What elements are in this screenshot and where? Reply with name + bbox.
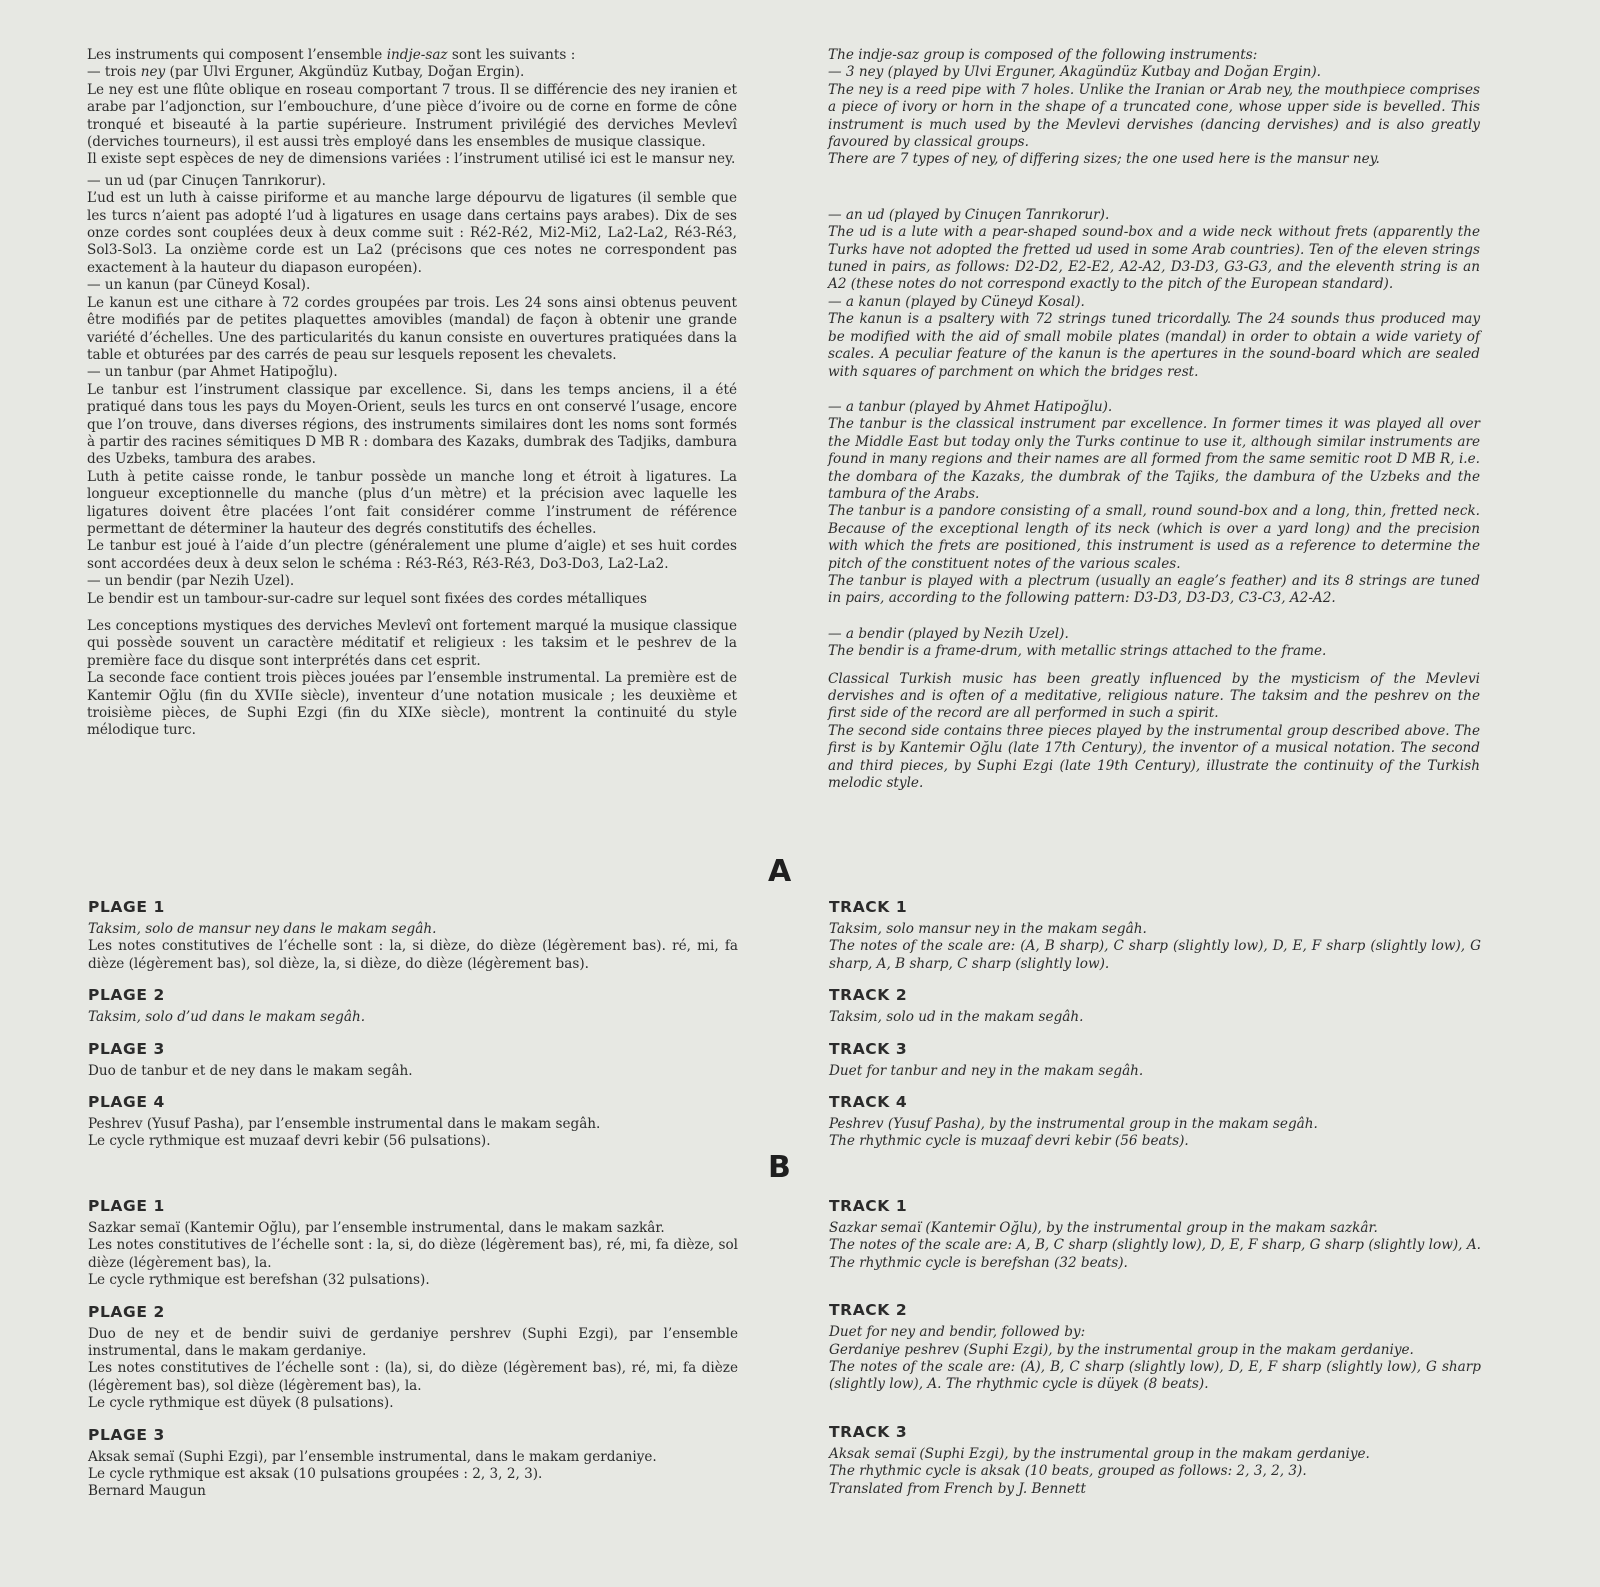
track-line: Duo de ney et de bendir suivi de gerdaniye pershrev (Suphi Ezgi), par l’ensemble instrumental, dans le makam gerdaniye. xyxy=(88,1325,738,1360)
track-line: Taksim, solo de mansur ney dans le makam segâh. xyxy=(88,921,437,937)
side-a-english-tracks xyxy=(829,897,1481,1151)
track-title: TRACK 3 xyxy=(829,1422,908,1441)
side-a-fr-track-1 xyxy=(88,897,738,973)
track-line: Taksim, solo ud in the makam segâh. xyxy=(829,1009,1084,1026)
track-line: Les notes constitutives de l’échelle sont : la, si, do dièze (légèrement bas), ré, mi, fa dièze, sol dièze (légèrement bas), la. xyxy=(88,1237,738,1271)
en-bendir-line: — a bendir (played by Nezih Uzel). xyxy=(828,625,1069,642)
side-a-french-tracks xyxy=(88,897,738,1151)
track-title: PLAGE 1 xyxy=(88,898,165,916)
fr-intro: Les instruments qui composent l’ensemble indje-saz sont les suivants : xyxy=(87,47,576,63)
side-a-en-track-3 xyxy=(829,1039,1481,1080)
track-line: Sazkar semaï (Kantemir Oğlu), by the instrumental group in the makam sazkâr. xyxy=(829,1220,1378,1236)
track-title: PLAGE 2 xyxy=(88,986,165,1005)
fr-mystic-2: La seconde face contient trois pièces jouées par l’ensemble instrumental. La première est de Kantemir Oğlu (fin du XVIIe siècle), inventeur d’une notation musicale ; les deuxième et troisième pièces, de Suphi Ezgi (fin du XIXe siècle), montrent la continuité du style mélodique turc. xyxy=(87,670,737,739)
en-tanbur-desc-3: The tanbur is played with a plectrum (usually an eagle’s feather) and its 8 strings are tuned in pairs, according to the following pattern: D3-D3, D3-D3, C3-C3, A2-A2. xyxy=(828,572,1480,607)
fr-ney-line: — trois ney (par Ulvi Erguner, Akgündüz Kutbay, Doğan Ergin). xyxy=(87,64,525,81)
track-line: Le cycle rythmique est berefshan (32 pulsations). xyxy=(88,1272,430,1289)
side-b-label: B xyxy=(768,1150,791,1185)
track-title: TRACK 1 xyxy=(829,1197,908,1215)
track-line: The rhythmic cycle is aksak (10 beats, grouped as follows: 2, 3, 2, 3). xyxy=(829,1463,1307,1480)
side-a-fr-track-4 xyxy=(88,1092,738,1151)
signature-fr: Bernard Maugun xyxy=(88,1483,206,1500)
track-line: The rhythmic cycle is muzaaf devri kebir (56 beats). xyxy=(829,1133,1189,1150)
track-title: TRACK 4 xyxy=(829,1093,908,1112)
side-a-en-track-2 xyxy=(829,985,1481,1026)
side-a-en-track-1 xyxy=(829,897,1481,973)
side-a-label: A xyxy=(768,854,792,889)
en-ud-desc: The ud is a lute with a pear-shaped sound-box and a wide neck without frets (apparently the Turks have not adopted the fretted ud used in some Arab countries). Ten of the eleven strings tuned in pairs, as follows: D2-D2, E2-E2, A2-A2, D3-D3, G3-G3, and the eleventh string is an A2 (these notes do not correspond exactly to the pitch of the European standard). xyxy=(828,224,1480,293)
track-title: PLAGE 3 xyxy=(88,1425,165,1444)
side-b-en-track-3 xyxy=(829,1422,1481,1498)
track-line: Duet for ney and bendir, followed by: xyxy=(829,1324,1086,1341)
side-a-en-track-4 xyxy=(829,1092,1481,1151)
track-line: Duo de tanbur et de ney dans le makam segâh. xyxy=(88,1062,413,1079)
track-line: Peshrev (Yusuf Pasha), by the instrumental group in the makam segâh. xyxy=(829,1116,1318,1133)
side-a-fr-track-3 xyxy=(88,1039,738,1080)
en-tanbur-desc-1: The tanbur is the classical instrument par excellence. In former times it was played all over the Middle East but today only the Turks continue to use it, although similar instruments are found in many regions and their names are all formed from the same semitic root D MB R, i.e. the dombara of the Kazaks, the dumbrak of the Tajiks, the dambura of the Uzbeks and the tambura of the Arabs. xyxy=(828,416,1480,502)
french-notes-column xyxy=(87,47,737,740)
en-ney-desc: The ney is a reed pipe with 7 holes. Unlike the Iranian or Arab ney, the mouthpiece comprises a piece of ivory or horn in the shape of a truncated cone, whose upper side is bevelled. This instrument is much used by the Mevlevi dervishes (dancing dervishes) and is also greatly favoured by classical groups. xyxy=(828,81,1480,151)
en-ud-line: — an ud (played by Cinuçen Tanrıkorur). xyxy=(828,206,1110,223)
en-mystic-1: Classical Turkish music has been greatly influenced by the mysticism of the Mevlevi dervishes and is often of a meditative, religious nature. The taksim and the peshrev on the first side of the record are all performed in such a spirit. xyxy=(828,670,1480,722)
fr-bendir-line: — un bendir (par Nezih Uzel). xyxy=(87,573,295,590)
fr-tanbur-desc-3: Le tanbur est joué à l’aide d’un plectre (généralement une plume d’aigle) et ses huit cordes sont accordées deux à deux selon le schéma : Ré3-Ré3, Ré3-Ré3, Do3-Do3, La2-La2. xyxy=(87,538,737,572)
track-line: The notes of the scale are: A, B, C sharp (slightly low), D, E, F sharp, G sharp (slightly low), A. The rhythmic cycle is berefshan (32 beats). xyxy=(829,1237,1481,1271)
en-ney-line: — 3 ney (played by Ulvi Erguner, Akagündüz Kutbay and Doğan Ergin). xyxy=(828,64,1321,81)
fr-bendir-desc: Le bendir est un tambour-sur-cadre sur lequel sont fixées des cordes métalliques xyxy=(87,590,648,607)
fr-kanun-desc: Le kanun est une cithare à 72 cordes groupées par trois. Les 24 sons ainsi obtenus peuvent être modifiés par de petites plaquettes amovibles (mandal) de façon à obtenir une grande variété d’échelles. Une des particularités du kanun consiste en ouvertures pratiquées dans la table et obturées par des carrés de peau sur lesquels reposent les chevalets. xyxy=(87,294,737,363)
english-notes-column xyxy=(828,47,1480,792)
track-line: Le cycle rythmique est muzaaf devri kebir (56 pulsations). xyxy=(88,1133,491,1150)
track-title: PLAGE 3 xyxy=(88,1039,165,1058)
side-b-fr-track-3 xyxy=(88,1425,738,1501)
track-line: Le cycle rythmique est düyek (8 pulsations). xyxy=(88,1395,394,1412)
track-title: PLAGE 4 xyxy=(88,1093,165,1112)
en-kanun-desc: The kanun is a psaltery with 72 strings tuned tricordally. The 24 sounds thus produced may be modified with the aid of small mobile plates (mandal) in order to obtain a wide variety of scales. A peculiar feature of the kanun is the apertures in the sound-board which are sealed with squares of parchment on which the bridges rest. xyxy=(828,311,1480,380)
en-intro: The indje-saz group is composed of the following instruments: xyxy=(828,47,1258,63)
fr-tanbur-line: — un tanbur (par Ahmet Hatipoğlu). xyxy=(87,364,338,381)
side-b-fr-track-2 xyxy=(88,1302,738,1413)
track-line: Peshrev (Yusuf Pasha), par l’ensemble instrumental dans le makam segâh. xyxy=(88,1116,601,1133)
en-kanun-line: — a kanun (played by Cüneyd Kosal). xyxy=(828,293,1085,310)
fr-mystic-1: Les conceptions mystiques des derviches Mevlevî ont fortement marqué la musique classique qui possède souvent un caractère méditatif et religieux : les taksim et le peshrev de la première face du disque sont interprétés dans cet esprit. xyxy=(87,618,737,669)
side-b-en-track-1 xyxy=(829,1196,1481,1272)
fr-ney-desc: Le ney est une flûte oblique en roseau comportant 7 trous. Il se différencie des ney iranien et arabe par l’adjonction, sur l’embouchure, d’une pièce d’ivoire ou de corne en forme de cône tronqué et biseauté à la partie supérieure. Instrument privilégié des derviches Mevlevî (derviches tourneurs), il est aussi très employé dans les ensembles de musique classique. xyxy=(87,81,737,151)
track-title: TRACK 2 xyxy=(829,1301,908,1320)
track-line: Duet for tanbur and ney in the makam segâh. xyxy=(829,1062,1144,1079)
fr-ney-types: Il existe sept espèces de ney de dimensions variées : l’instrument utilisé ici est le mansur ney. xyxy=(87,151,736,168)
fr-ud-desc: L’ud est un luth à caisse piriforme et au manche large dépourvu de ligatures (il semble que les turcs n’aient pas adopté l’ud à ligatures en usage dans certains pays arabes). Dix de ses onze cordes sont couplées deux à deux comme suit : Ré2-Ré2, Mi2-Mi2, La2-La2, Ré3-Ré3, Sol3-Sol3. La onzième corde est un La2 (précisons que ces notes ne correspondent pas exactement à la hauteur du diapason européen). xyxy=(87,190,737,276)
track-title: PLAGE 1 xyxy=(88,1197,165,1215)
en-tanbur-line: — a tanbur (played by Ahmet Hatipoğlu). xyxy=(828,398,1113,415)
side-b-french-tracks xyxy=(88,1196,738,1501)
track-line: Le cycle rythmique est aksak (10 pulsations groupées : 2, 3, 2, 3). xyxy=(88,1466,543,1483)
side-b-fr-track-1 xyxy=(88,1196,738,1290)
track-line: Aksak semaï (Suphi Ezgi), by the instrumental group in the makam gerdaniye. xyxy=(829,1445,1370,1462)
side-a-fr-track-2 xyxy=(88,985,738,1026)
track-title: TRACK 2 xyxy=(829,986,908,1005)
fr-kanun-line: — un kanun (par Cüneyd Kosal). xyxy=(87,277,311,294)
track-line: Taksim, solo d’ud dans le makam segâh. xyxy=(88,1009,366,1026)
side-b-english-tracks xyxy=(829,1196,1481,1498)
en-mystic-2: The second side contains three pieces played by the instrumental group described above. The first is by Kantemir Oğlu (late 17th Century), the inventor of a musical notation. The second and third pieces, by Suphi Ezgi (late 19th Century), illustrate the continuity of the Turkish melodic style. xyxy=(828,722,1480,792)
track-line: Taksim, solo mansur ney in the makam segâh. xyxy=(829,921,1147,937)
en-ney-types: There are 7 types of ney, of differing sizes; the one used here is the mansur ney. xyxy=(828,151,1380,168)
track-line: Aksak semaï (Suphi Ezgi), par l’ensemble instrumental, dans le makam gerdaniye. xyxy=(88,1448,657,1465)
track-line: The notes of the scale are: (A, B sharp), C sharp (slightly low), D, E, F sharp (slightly low), G sharp, A, B sharp, C sharp (slightly low). xyxy=(829,938,1481,972)
track-title: TRACK 1 xyxy=(829,898,908,916)
track-line: Les notes constitutives de l’échelle sont : (la), si, do dièze (légèrement bas), ré, mi, fa dièze (légèrement bas), sol dièze (légèrement bas), la. xyxy=(88,1360,738,1394)
track-title: TRACK 3 xyxy=(829,1039,908,1058)
en-tanbur-desc-2: The tanbur is a pandore consisting of a small, round sound-box and a long, thin, fretted neck. Because of the exceptional length of its neck (which is over a yard long) and the precision with which the frets are positioned, this instrument is used as a reference to determine the pitch of the constituent notes of the various scales. xyxy=(828,503,1480,572)
track-title: PLAGE 2 xyxy=(88,1302,165,1321)
track-line: Les notes constitutives de l’échelle sont : la, si dièze, do dièze (légèrement bas). ré, mi, fa dièze (légèrement bas), sol dièze, la, si dièze, do dièze (légèrement bas). xyxy=(88,938,738,972)
fr-ud-line: — un ud (par Cinuçen Tanrıkorur). xyxy=(87,172,326,189)
signature-en: Translated from French by J. Bennett xyxy=(829,1480,1086,1497)
fr-tanbur-desc-2: Luth à petite caisse ronde, le tanbur possède un manche long et étroit à ligatures. La longueur exceptionnelle du manche (plus d’un mètre) et la précision avec laquelle les ligatures doivent être placées l’ont fait considérer comme l’instrument de référence permettant de déterminer la hauteur des degrés constitutifs des échelles. xyxy=(87,468,737,537)
en-bendir-desc: The bendir is a frame-drum, with metallic strings attached to the frame. xyxy=(828,643,1327,660)
track-line: Gerdaniye peshrev (Suphi Ezgi), by the instrumental group in the makam gerdaniye. xyxy=(829,1341,1414,1358)
track-line: Sazkar semaï (Kantemir Oğlu), par l’ensemble instrumental, dans le makam sazkâr. xyxy=(88,1220,665,1236)
track-line: The notes of the scale are: (A), B, C sharp (slightly low), D, E, F sharp (slightly low), G sharp (slightly low), A. The rhythmic cycle is düyek (8 beats). xyxy=(829,1359,1481,1393)
side-b-en-track-2 xyxy=(829,1300,1481,1394)
fr-tanbur-desc-1: Le tanbur est l’instrument classique par excellence. Si, dans les temps anciens, il a été pratiqué dans tous les pays du Moyen-Orient, seuls les turcs en ont conservé l’usage, encore que l’on trouve, dans diverses régions, des instruments similaires dont les noms sont formés à partir des racines sémitiques D MB R : dombara des Kazaks, dumbrak des Tadjiks, dambura des Uzbeks, tambura des arabes. xyxy=(87,381,737,468)
